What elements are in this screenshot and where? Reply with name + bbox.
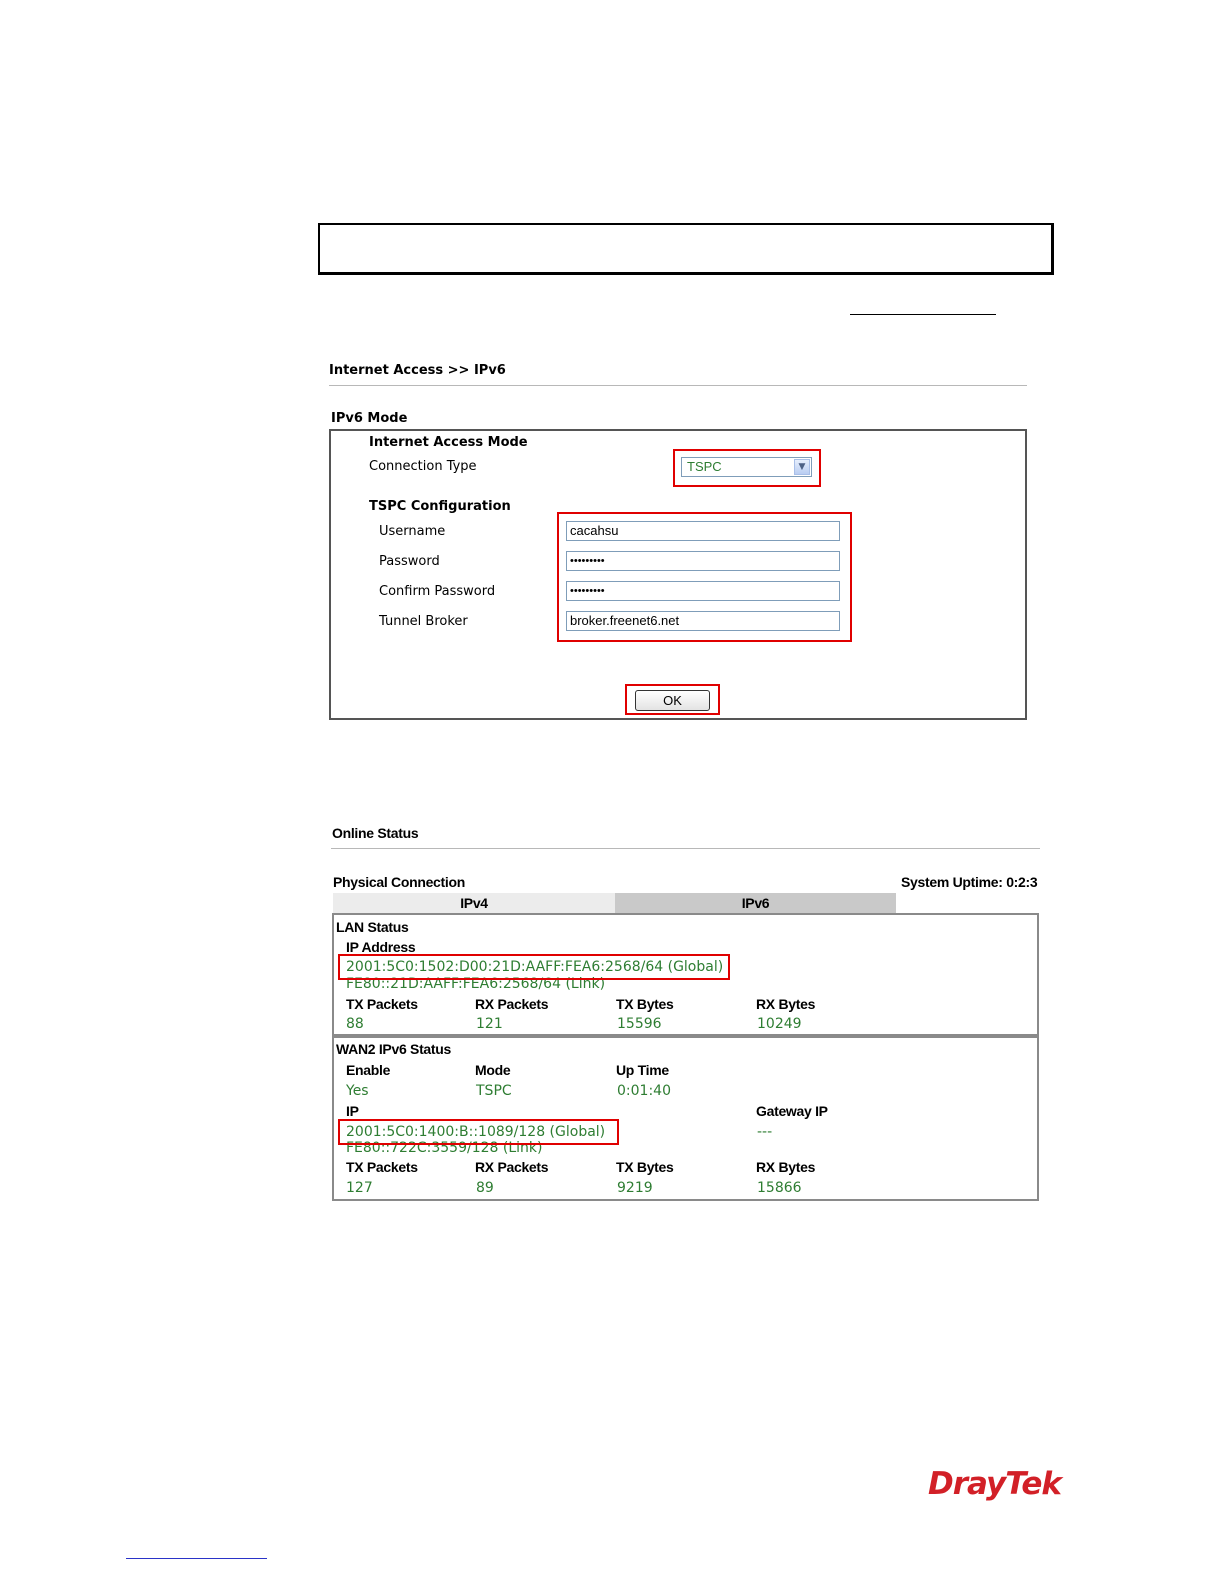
- wan2-rx-packets-label: RX Packets: [475, 1159, 549, 1175]
- breadcrumb: Internet Access >> IPv6: [329, 363, 506, 378]
- lan-rx-packets: 121: [476, 1016, 503, 1032]
- wan2-ip-highlight: [338, 1119, 619, 1145]
- lan-rx-bytes-label: RX Bytes: [756, 996, 816, 1012]
- top-underline: [850, 314, 996, 315]
- tspc-config-label: TSPC Configuration: [369, 499, 511, 514]
- wan2-ip-label: IP: [346, 1103, 359, 1119]
- wan2-ip-global: 2001:5C0:1400:B::1089/128 (Global): [346, 1124, 606, 1140]
- lan-status-title: LAN Status: [336, 919, 409, 935]
- lan-ip-address-label: IP Address: [346, 939, 416, 955]
- lan-tx-bytes: 15596: [617, 1016, 662, 1032]
- wan2-tx-bytes: 9219: [617, 1180, 653, 1196]
- connection-type-value: TSPC: [687, 459, 722, 474]
- wan2-tx-packets-label: TX Packets: [346, 1159, 418, 1175]
- wan2-mode-label: Mode: [475, 1062, 511, 1078]
- username-input[interactable]: cacahsu: [566, 521, 840, 541]
- tab-ipv4[interactable]: IPv4: [333, 893, 615, 913]
- section-title-ipv6-mode: IPv6 Mode: [331, 411, 408, 426]
- internet-access-mode-label: Internet Access Mode: [369, 435, 528, 450]
- online-status-divider: [331, 848, 1040, 849]
- note-box: [318, 223, 1054, 275]
- wan2-rx-bytes: 15866: [757, 1180, 802, 1196]
- wan2-tx-packets: 127: [346, 1180, 373, 1196]
- username-label: Username: [379, 524, 446, 539]
- confirm-password-label: Confirm Password: [379, 584, 496, 599]
- system-uptime: System Uptime: 0:2:3: [901, 874, 1038, 890]
- wan2-tx-bytes-label: TX Bytes: [616, 1159, 674, 1175]
- wan2-uptime-label: Up Time: [616, 1062, 669, 1078]
- draytek-logo: DrayTek: [928, 1466, 1061, 1502]
- confirm-password-input[interactable]: •••••••••: [566, 581, 840, 601]
- wan2-rx-bytes-label: RX Bytes: [756, 1159, 816, 1175]
- chevron-down-icon[interactable]: ▼: [794, 459, 810, 475]
- lan-rx-bytes: 10249: [757, 1016, 802, 1032]
- lan-tx-bytes-label: TX Bytes: [616, 996, 674, 1012]
- online-status-title: Online Status: [332, 825, 419, 841]
- lan-ip-global: 2001:5C0:1502:D00:21D:AAFF:FEA6:2568/64 (Global): [346, 959, 724, 975]
- tab-ipv6[interactable]: IPv6: [615, 893, 896, 913]
- lan-ip-highlight: [338, 954, 730, 980]
- ok-button[interactable]: OK: [635, 690, 710, 711]
- password-input[interactable]: •••••••••: [566, 551, 840, 571]
- footer-link-underline: [126, 1558, 267, 1559]
- connection-type-label: Connection Type: [369, 459, 477, 474]
- wan2-rx-packets: 89: [476, 1180, 494, 1196]
- wan2-mode-value: TSPC: [476, 1083, 512, 1099]
- wan2-status-title: WAN2 IPv6 Status: [336, 1041, 452, 1057]
- wan2-enable-value: Yes: [346, 1083, 369, 1099]
- breadcrumb-divider: [329, 385, 1027, 386]
- wan2-enable-label: Enable: [346, 1062, 391, 1078]
- lan-ip-link: FE80::21D:AAFF:FEA6:2568/64 (Link): [346, 976, 606, 992]
- lan-tx-packets-label: TX Packets: [346, 996, 418, 1012]
- wan2-ip-link: FE80::722C:3559/128 (Link): [346, 1140, 543, 1156]
- wan2-gateway-value: ---: [757, 1124, 773, 1140]
- wan2-gateway-label: Gateway IP: [756, 1103, 828, 1119]
- password-label: Password: [379, 554, 440, 569]
- tunnel-broker-label: Tunnel Broker: [379, 614, 468, 629]
- lan-rx-packets-label: RX Packets: [475, 996, 549, 1012]
- connection-type-select[interactable]: [681, 457, 812, 477]
- lan-tx-packets: 88: [346, 1016, 364, 1032]
- tunnel-broker-input[interactable]: broker.freenet6.net: [566, 611, 840, 631]
- wan2-uptime-value: 0:01:40: [617, 1083, 671, 1099]
- physical-connection-label: Physical Connection: [333, 874, 465, 890]
